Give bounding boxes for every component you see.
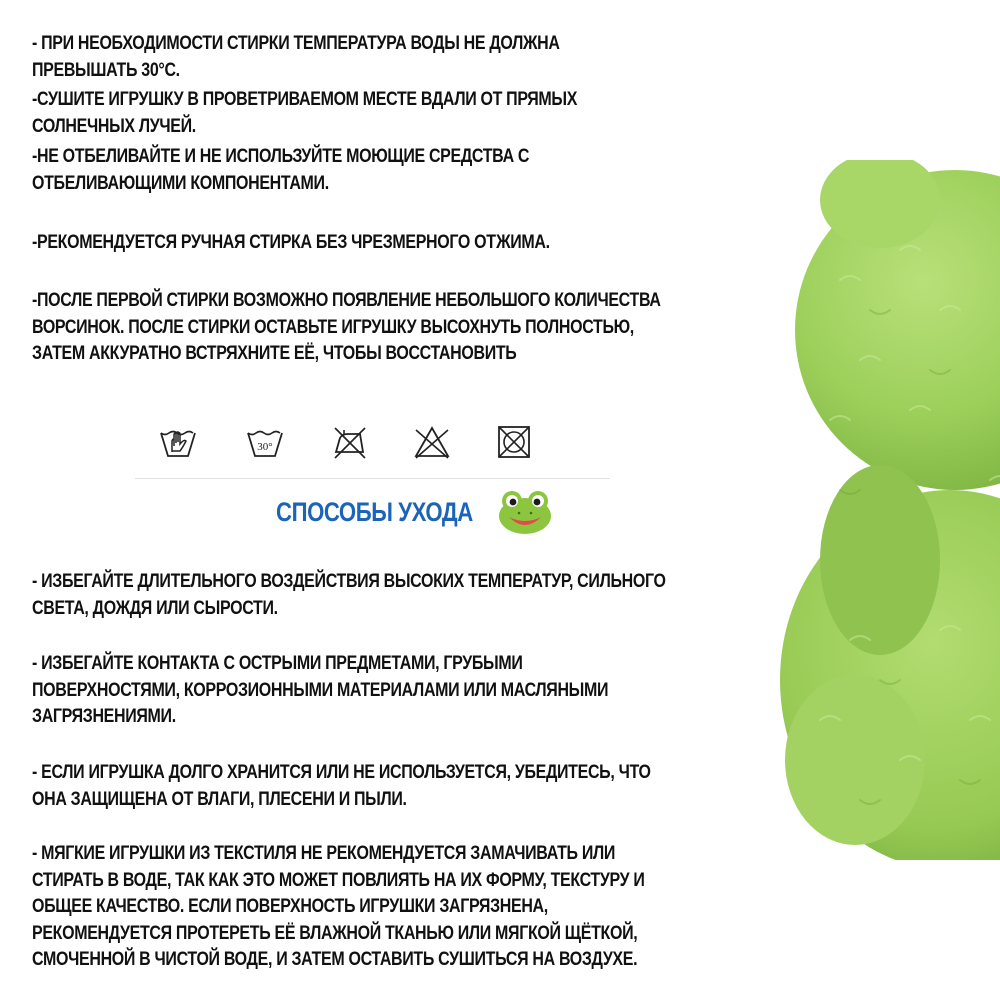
wash-30-icon (245, 422, 285, 462)
divider (135, 478, 610, 479)
no-bleach-icon (412, 422, 452, 462)
no-tumble-dry-icon (494, 422, 534, 462)
hand-wash-icon (158, 422, 198, 462)
hand-wash-text: -РЕКОМЕНДУЕТСЯ РУЧНАЯ СТИРКА БЕЗ ЧРЕЗМЕРНОГО ОТЖИМА. (32, 231, 550, 253)
care-symbols-row (150, 422, 550, 466)
no-iron-icon (330, 422, 370, 462)
no-bleach-text: -НЕ ОТБЕЛИВАЙТЕ И НЕ ИСПОЛЬЗУЙТЕ МОЮЩИЕ СРЕДСТВА С ОТБЕЛИВАЮЩИМИ КОМПОНЕНТАМИ. (32, 145, 530, 194)
wash-temperature-label: 30° (257, 441, 273, 453)
sharp-objects-tip: - ИЗБЕГАЙТЕ КОНТАКТА С ОСТРЫМИ ПРЕДМЕТАМИ, ГРУБЫМИ ПОВЕРХНОСТЯМИ, КОРРОЗИОННЫМИ МАТЕРИАЛАМИ ИЛИ МАСЛЯНЫМИ ЗАГРЯЗНЕНИЯМИ. (32, 652, 609, 727)
drying-text: -СУШИТЕ ИГРУШКУ В ПРОВЕТРИВАЕМОМ МЕСТЕ ВДАЛИ ОТ ПРЯМЫХ СОЛНЕЧНЫХ ЛУЧЕЙ. (32, 88, 578, 137)
heat-light-tip: - ИЗБЕГАЙТЕ ДЛИТЕЛЬНОГО ВОЗДЕЙСТВИЯ ВЫСОКИХ ТЕМПЕРАТУР, СИЛЬНОГО СВЕТА, ДОЖДЯ ИЛИ СЫРОСТИ. (32, 570, 666, 619)
storage-tip: - ЕСЛИ ИГРУШКА ДОЛГО ХРАНИТСЯ ИЛИ НЕ ИСПОЛЬЗУЕТСЯ, УБЕДИТЕСЬ, ЧТО ОНА ЗАЩИЩЕНА ОТ ВЛАГИ, ПЛЕСЕНИ И ПЫЛИ. (32, 761, 651, 810)
washing-temperature-text: - ПРИ НЕОБХОДИМОСТИ СТИРКИ ТЕМПЕРАТУРА ВОДЫ НЕ ДОЛЖНА ПРЕВЫШАТЬ 30°C. (32, 32, 560, 81)
frog-face-icon (497, 489, 553, 535)
care-methods-heading: СПОСОБЫ УХОДА (276, 497, 473, 527)
after-wash-text: -ПОСЛЕ ПЕРВОЙ СТИРКИ ВОЗМОЖНО ПОЯВЛЕНИЕ НЕБОЛЬШОГО КОЛИЧЕСТВА ВОРСИНОК. ПОСЛЕ СТИРКИ ОСТАВЬТЕ ИГРУШКУ ВЫСОХНУТЬ ПОЛНОСТЬЮ, ЗАТЕМ АККУРАТНО ВСТРЯХНИТЕ ЕЁ, ЧТОБЫ ВОССТАНОВИТЬ (32, 289, 661, 364)
plush-frog-toy-image (740, 160, 1000, 860)
no-soaking-tip: - МЯГКИЕ ИГРУШКИ ИЗ ТЕКСТИЛЯ НЕ РЕКОМЕНДУЕТСЯ ЗАМАЧИВАТЬ ИЛИ СТИРАТЬ В ВОДЕ, ТАК КАК ЭТО МОЖЕТ ПОВЛИЯТЬ НА ИХ ФОРМУ, ТЕКСТУРУ И ОБЩЕЕ КАЧЕСТВО. ЕСЛИ ПОВЕРХНОСТЬ ИГРУШКИ ЗАГРЯЗНЕНА, РЕКОМЕНДУЕТСЯ ПРОТЕРЕТЬ ЕЁ ВЛАЖНОЙ ТКАНЬЮ ИЛИ МЯГКОЙ ЩЁТКОЙ, СМОЧЕННОЙ В ЧИСТОЙ ВОДЕ, И ЗАТЕМ ОСТАВИТЬ СУШИТЬСЯ НА ВОЗДУХЕ. (32, 842, 645, 970)
